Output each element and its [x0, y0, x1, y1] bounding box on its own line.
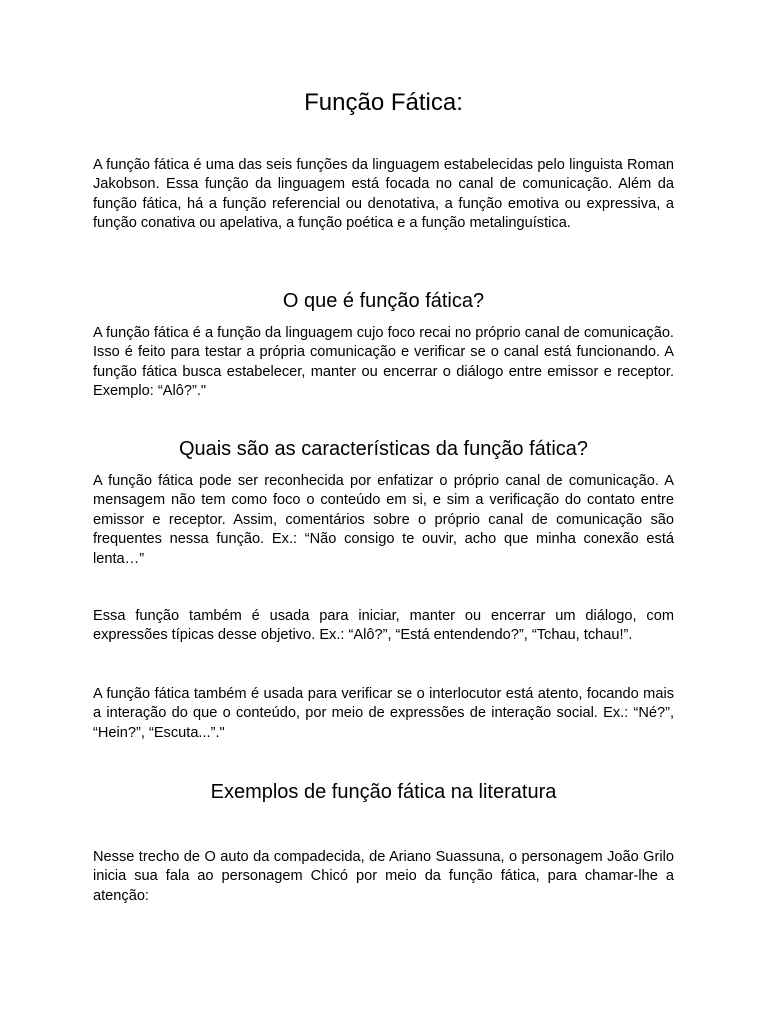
- section-heading-what-is: O que é função fática?: [282, 290, 485, 312]
- document-title: Função Fática:: [304, 89, 463, 116]
- section-paragraph-literature: Nesse trecho de O auto da compadecida, de Ariano Suassuna, o personagem João Grilo inicia sua fala ao personagem Chicó por meio da função fática, para chamar-lhe a atenção:: [93, 849, 674, 904]
- section-paragraph-characteristics-1: A função fática pode ser reconhecida por enfatizar o próprio canal de comunicação. A mensagem não tem como foco o conteúdo em si, e sim a verificação do contato entre emissor e receptor. Assim, comentários sobre o próprio canal de comunicação são frequentes nessa função. Ex.: “Não consigo te ouvir, acho que minha conexão está lenta…”: [93, 473, 674, 567]
- intro-paragraph: A função fática é uma das seis funções da linguagem estabelecidas pelo linguista Roman Jakobson. Essa função da linguagem está focada no canal de comunicação. Além da função fática, há a função referencial ou denotativa, a função emotiva ou expressiva, a função conativa ou apelativa, a função poética e a função metalinguística.: [93, 157, 674, 232]
- section-heading-characteristics: Quais são as características da função fática?: [178, 438, 589, 460]
- section-paragraph-characteristics-2: Essa função também é usada para iniciar, manter ou encerrar um diálogo, com expressões típicas desse objetivo. Ex.: “Alô?”, “Está entendendo?”, “Tchau, tchau!”.: [93, 608, 674, 644]
- section-paragraph-what-is: A função fática é a função da linguagem cujo foco recai no próprio canal de comunicação. Isso é feito para testar a própria comunicação e verificar se o canal está funcionando. A função fática busca estabelecer, manter ou encerrar o diálogo entre emissor e receptor. Exemplo: “Alô?”.": [93, 325, 674, 400]
- section-paragraph-characteristics-3: A função fática também é usada para verificar se o interlocutor está atento, focando mais a interação do que o conteúdo, por meio de expressões de interação social. Ex.: “Né?”, “Hein?”, “Escuta...”.": [93, 686, 674, 741]
- section-heading-literature: Exemplos de função fática na literatura: [210, 781, 557, 803]
